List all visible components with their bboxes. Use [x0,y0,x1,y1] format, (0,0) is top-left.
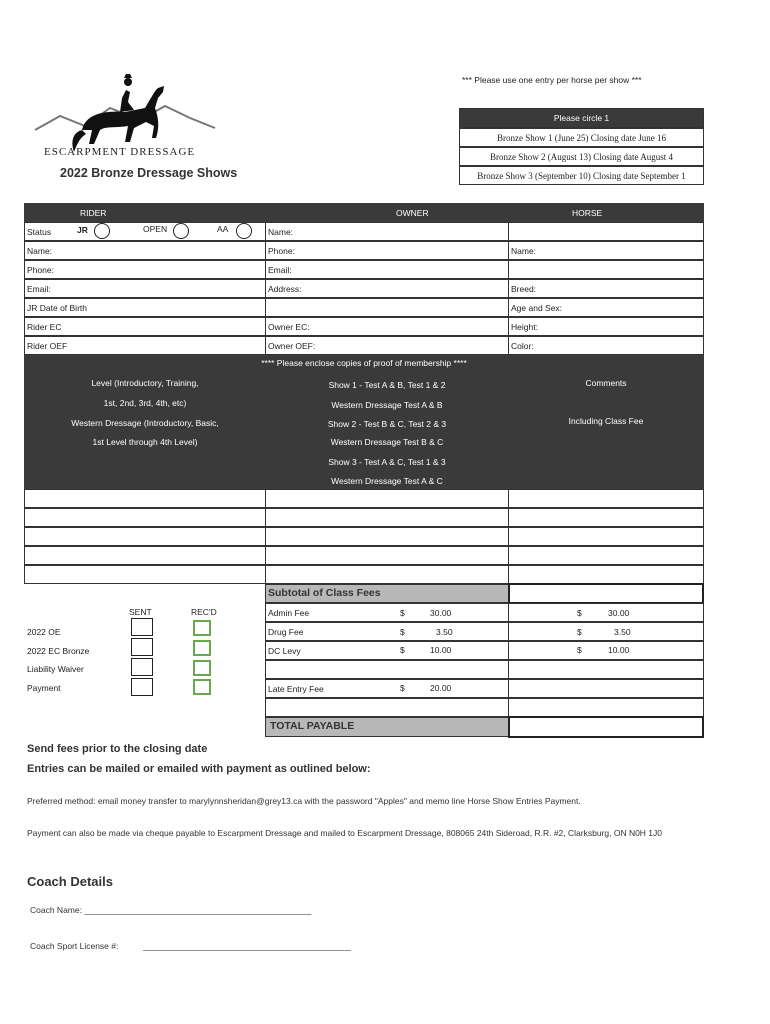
status-jr-radio[interactable] [94,223,110,239]
coach-license-label: Coach Sport License #: [30,941,119,951]
total-payable-label-cell: TOTAL PAYABLE [265,717,509,737]
coach-details-heading: Coach Details [27,874,113,889]
admin-fee-total-cell[interactable] [508,603,704,622]
owner-header: OWNER [396,208,429,218]
owner-oef-field[interactable]: Owner OEF: [265,336,509,355]
comments-header: Comments [585,378,627,388]
sent-checkbox-ec[interactable] [131,638,153,656]
level-text-3: Western Dressage (Introductory, Basic, [71,418,219,428]
horse-breed-field[interactable]: Breed: [508,279,704,298]
preferred-method-text: Preferred method: email money transfer to marylynnsheridan@grey13.ca with the password "Apples" and memo line Horse Show Entries Payment. [27,796,581,806]
owner-phone-field[interactable]: Phone: [265,241,509,260]
rider-name-field[interactable]: Name: [24,241,266,260]
late-entry-fee-currency: $ [400,683,405,693]
owner-address-field[interactable]: Address: [265,279,509,298]
entry-row-2-level[interactable] [24,508,266,527]
entry-row-5-test[interactable] [265,565,509,584]
entry-row-1-level[interactable] [24,489,266,508]
rider-oef-field[interactable]: Rider OEF [24,336,266,355]
sent-checkbox-waiver[interactable] [131,658,153,676]
horse-header: HORSE [572,208,603,218]
drug-fee-amount: 3.50 [436,627,453,637]
show-option-2[interactable]: Bronze Show 2 (August 13) Closing date August 4 [459,147,704,166]
level-text-1: Level (Introductory, Training, [91,378,199,388]
horse-height-field[interactable]: Height: [508,317,704,336]
entry-row-4-test[interactable] [265,546,509,565]
admin-fee-total-amount: 30.00 [608,608,630,618]
admin-fee-amount: 30.00 [430,608,452,618]
level-text-2: 1st, 2nd, 3rd, 4th, etc) [103,398,187,408]
show-test-3: Show 2 - Test B & C, Test 2 & 3 [327,419,447,429]
recd-checkbox-payment[interactable] [193,679,211,695]
owner-email-field[interactable]: Email: [265,260,509,279]
recd-checkbox-oe[interactable] [193,620,211,636]
coach-name-field[interactable]: Coach Name: ________________________________________________ [30,905,312,915]
entries-heading: Entries can be mailed or emailed with payment as outlined below: [27,763,371,775]
admin-fee-currency: $ [400,608,405,618]
doc-payment: Payment [27,683,61,693]
entry-row-4-comments[interactable] [508,546,704,565]
drug-fee-total-currency: $ [577,627,582,637]
sent-checkbox-payment[interactable] [131,678,153,696]
show-option-3[interactable]: Bronze Show 3 (September 10) Closing date September 1 [459,166,704,185]
dc-levy-total-cell[interactable] [508,641,704,660]
dc-levy-row: DC Levy [265,641,509,660]
dc-levy-currency: $ [400,645,405,655]
subtotal-value[interactable] [508,583,704,604]
blank-fee-total-cell[interactable] [508,660,704,679]
show-test-5: Show 3 - Test A & C, Test 1 & 3 [328,457,446,467]
recd-header: REC'D [191,607,217,617]
subtotal-label-cell: Subtotal of Class Fees [265,584,509,603]
horse-color-field[interactable]: Color: [508,336,704,355]
owner-ec-field[interactable]: Owner EC: [265,317,509,336]
doc-ec-bronze: 2022 EC Bronze [27,646,90,656]
status-open-radio[interactable] [173,223,189,239]
entry-row-5-comments[interactable] [508,565,704,584]
status-open-label: OPEN [143,224,168,234]
send-fees-heading: Send fees prior to the closing date [27,743,208,755]
blank-fee-row [265,660,509,679]
status-aa-label: AA [217,224,229,234]
dc-levy-total-amount: 10.00 [608,645,630,655]
blank-fee-row-2 [265,698,509,717]
rider-header: RIDER [80,208,107,218]
blank-fee-total-cell-2[interactable] [508,698,704,717]
status-row: Status [24,222,266,241]
recd-checkbox-waiver[interactable] [193,660,211,676]
late-entry-fee-amount: 20.00 [430,683,452,693]
sent-checkbox-oe[interactable] [131,618,153,636]
membership-note: **** Please enclose copies of proof of membership **** [261,358,467,368]
logo-text: ESCARPMENT DRESSAGE [44,146,196,158]
late-entry-fee-row: Late Entry Fee [265,679,509,698]
rider-dob-field[interactable]: JR Date of Birth [24,298,266,317]
show-option-1[interactable]: Bronze Show 1 (June 25) Closing date June 16 [459,128,704,147]
entry-row-1-comments[interactable] [508,489,704,508]
doc-liability-waiver: Liability Waiver [27,664,84,674]
status-aa-radio[interactable] [236,223,252,239]
page-title: 2022 Bronze Dressage Shows [60,166,238,180]
entry-note: *** Please use one entry per horse per show *** [462,75,642,85]
admin-fee-total-currency: $ [577,608,582,618]
drug-fee-currency: $ [400,627,405,637]
horse-age-sex-field[interactable]: Age and Sex: [508,298,704,317]
rider-ec-field[interactable]: Rider EC [24,317,266,336]
level-text-4: 1st Level through 4th Level) [92,437,198,447]
drug-fee-total-cell[interactable] [508,622,704,641]
entry-row-2-comments[interactable] [508,508,704,527]
entry-row-2-test[interactable] [265,508,509,527]
horse-name-field[interactable]: Name: [508,241,704,260]
entry-row-5-level[interactable] [24,565,266,584]
show-test-4: Western Dressage Test B & C [330,437,444,447]
rider-phone-field[interactable]: Phone: [24,260,266,279]
entry-row-3-level[interactable] [24,527,266,546]
recd-checkbox-ec[interactable] [193,640,211,656]
logo [30,68,220,158]
horse-blank-row[interactable] [508,222,704,241]
sent-header: SENT [129,607,152,617]
cheque-payment-text: Payment can also be made via cheque payable to Escarpment Dressage and mailed to Escarpment Dressage, 808065 24th Sideroad, R.R. #2, Clarksburg, ON N0H 1J0 [27,828,663,838]
drug-fee-total-amount: 3.50 [614,627,631,637]
entry-row-3-comments[interactable] [508,527,704,546]
dc-levy-total-currency: $ [577,645,582,655]
total-payable-value[interactable] [508,716,704,738]
class-fee-header: Including Class Fee [568,416,644,426]
show-test-6: Western Dressage Test A & C [331,476,443,486]
late-entry-fee-total-cell[interactable] [508,679,704,698]
entry-row-4-level[interactable] [24,546,266,565]
entry-row-1-test[interactable] [265,489,509,508]
owner-name-field[interactable]: Name: [265,222,509,241]
coach-license-field[interactable]: ____________________________________________ [143,941,352,951]
admin-fee-row: Admin Fee [265,603,509,622]
entry-row-3-test[interactable] [265,527,509,546]
status-jr-label: JR [77,225,88,235]
show-test-1: Show 1 - Test A & B, Test 1 & 2 [328,380,446,390]
dc-levy-amount: 10.00 [430,645,452,655]
owner-address-line2[interactable] [265,298,509,317]
drug-fee-row: Drug Fee [265,622,509,641]
show-test-2: Western Dressage Test A & B [331,400,443,410]
horse-blank-row-2[interactable] [508,260,704,279]
horse-rider-icon [30,68,220,158]
doc-oe: 2022 OE [27,627,61,637]
circle-header: Please circle 1 [459,108,704,128]
rider-email-field[interactable]: Email: [24,279,266,298]
